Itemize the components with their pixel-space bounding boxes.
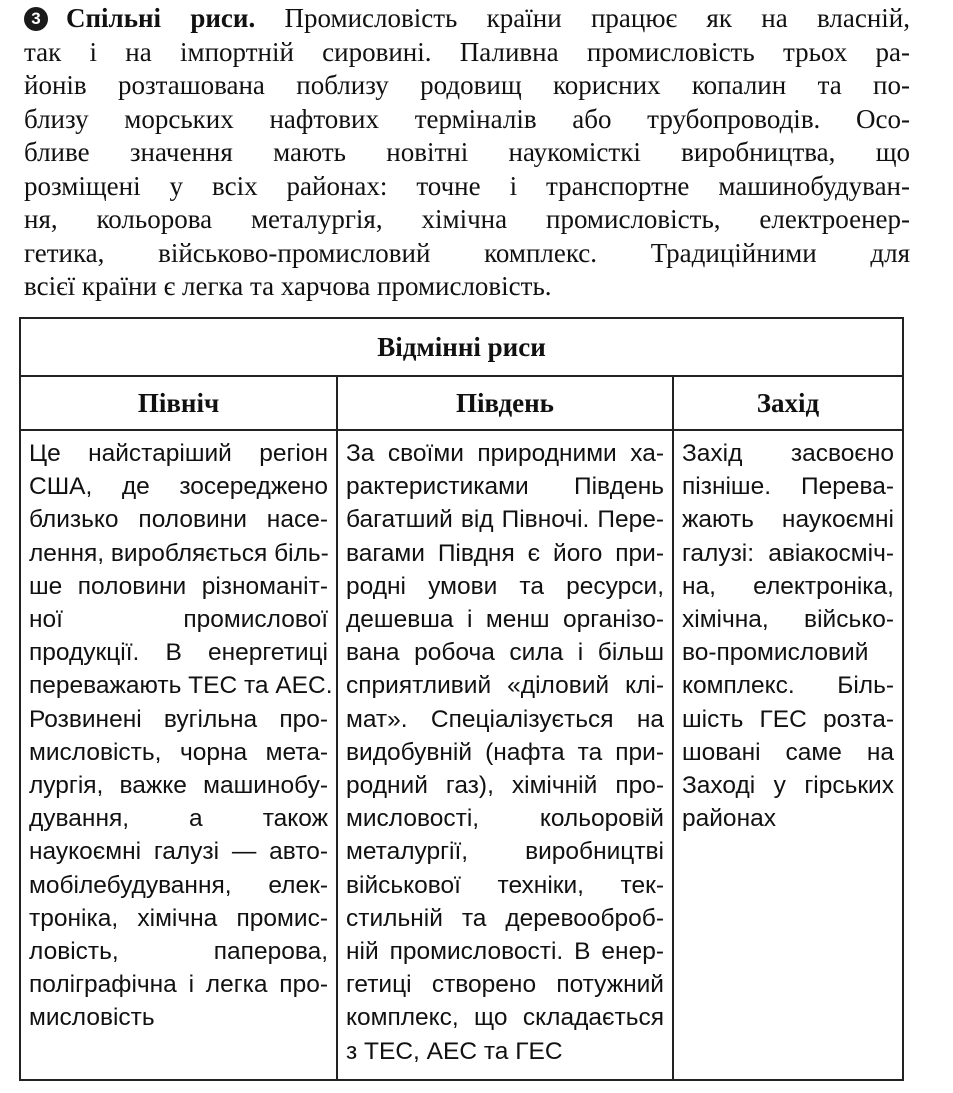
cell-south-text [338, 431, 672, 1068]
cell-line: мисловість [29, 1004, 155, 1032]
cell-line: шовані саме на [682, 738, 894, 766]
cell-line: рактеристиками Південь [346, 473, 664, 501]
cell-line: во-промисловий [682, 639, 869, 667]
cell-line: мат». Спеціалізується на [346, 705, 664, 733]
cell-line: мобілебудування, елек- [29, 871, 328, 899]
cell-line: пізніше. Перева- [682, 473, 894, 501]
intro-line: ня, кольорова металургія, хімічна промисловість, електроенер- [24, 204, 910, 234]
cell-line: стильній та деревооброб- [346, 904, 664, 932]
cell-line: ній промисловості. В енер- [346, 938, 664, 966]
cell-line: продукції. В енергетиці [29, 639, 328, 667]
cell-line: поліграфічна і легка про- [29, 971, 328, 999]
cell-line: гетиці створено потужний [346, 971, 664, 999]
cell-line: багатший від Півночі. Пере- [346, 506, 664, 534]
intro-line: розміщені у всіх районах: точне і транспортне машинобудуван- [24, 170, 910, 201]
cell-line: лургія, важке машинобу- [29, 772, 328, 800]
cell-west [673, 430, 903, 1080]
column-header-north: Північ [20, 376, 337, 430]
cell-line: родні умови та ресурси, [346, 572, 664, 600]
intro-line: так і на імпортній сировині. Паливна промисловість трьох ра- [24, 36, 910, 67]
cell-line: сприятливий «діловий клі- [346, 672, 664, 700]
cell-line: з ТЕС, АЕС та ГЕС [346, 1037, 563, 1065]
cell-line: ловість, паперова, [29, 938, 328, 966]
intro-line: близу морських нафтових терміналів або трубопроводів. Осо- [24, 103, 910, 134]
common-features-paragraph [24, 2, 910, 304]
cell-line: жають наукоємні [682, 506, 894, 534]
cell-line: мисловість, чорна мета- [29, 738, 328, 766]
column-header-south: Південь [337, 376, 673, 430]
intro-line [24, 2, 910, 36]
cell-line: переважають ТЕС та АЕС. [29, 672, 333, 700]
cell-line: вана робоча сила і більш [346, 639, 664, 667]
cell-line: галузі: авіакосміч- [682, 539, 894, 567]
cell-line: Заході у гірських [682, 772, 894, 800]
intro-line: бливе значення мають новітні наукомісткі виробництва, що [24, 137, 910, 167]
cell-line: військової техніки, тек- [346, 871, 664, 899]
cell-line: хімічна, військо- [682, 606, 894, 634]
intro-line: йонів розташована поблизу родовищ корисних копалин та по- [24, 70, 910, 100]
column-header-west: Захід [673, 376, 903, 430]
cell-line: За своїми природними ха- [346, 440, 664, 467]
cell-line: троніка, хімічна промис- [29, 904, 328, 932]
cell-north [20, 430, 337, 1080]
cell-line: районах [682, 805, 776, 833]
cell-south [337, 430, 673, 1080]
cell-line: Це найстаріший регіон [29, 440, 328, 467]
cell-line: комплекс, що складається [346, 1004, 664, 1032]
cell-line: шість ГЕС розта- [682, 705, 894, 733]
differences-table [19, 317, 904, 1081]
cell-line: родний газ), хімічній про- [346, 772, 664, 800]
cell-line: видобувній (нафта та при- [346, 738, 664, 766]
cell-line: металургії, виробництві [346, 838, 664, 866]
intro-line: всієї країни є легка та харчова промисловість. [24, 271, 552, 301]
cell-north-text [21, 431, 336, 1035]
cell-line: дування, а також [29, 805, 328, 833]
cell-line: лення, виробляється біль- [29, 539, 329, 567]
cell-line: вагами Півдня є його при- [346, 539, 664, 567]
cell-line: ше половини різноманіт- [29, 572, 328, 600]
cell-line: Захід засвоєно [682, 440, 894, 467]
intro-line-text: Промисловість країни працює як на власній, [284, 3, 911, 33]
item-number-badge: 3 [24, 7, 48, 31]
cell-line: на, електроніка, [682, 572, 894, 600]
cell-line: ної промислової [29, 606, 328, 634]
cell-line: мисловості, кольоровій [346, 805, 664, 833]
intro-line: гетика, військово-промисловий комплекс. Традиційними для [24, 237, 910, 268]
cell-west-text [674, 431, 902, 835]
cell-line: Розвинені вугільна про- [29, 705, 328, 733]
intro-lead: Спільні риси. [66, 3, 256, 33]
cell-line: комплекс. Біль- [682, 672, 894, 700]
cell-line: наукоємні галузі — авто- [29, 838, 328, 866]
table-title: Відмінні риси [20, 318, 903, 376]
cell-line: близько половини насе- [29, 506, 328, 534]
cell-line: США, де зосереджено [29, 473, 328, 501]
cell-line: дешевша і менш організо- [346, 606, 664, 634]
